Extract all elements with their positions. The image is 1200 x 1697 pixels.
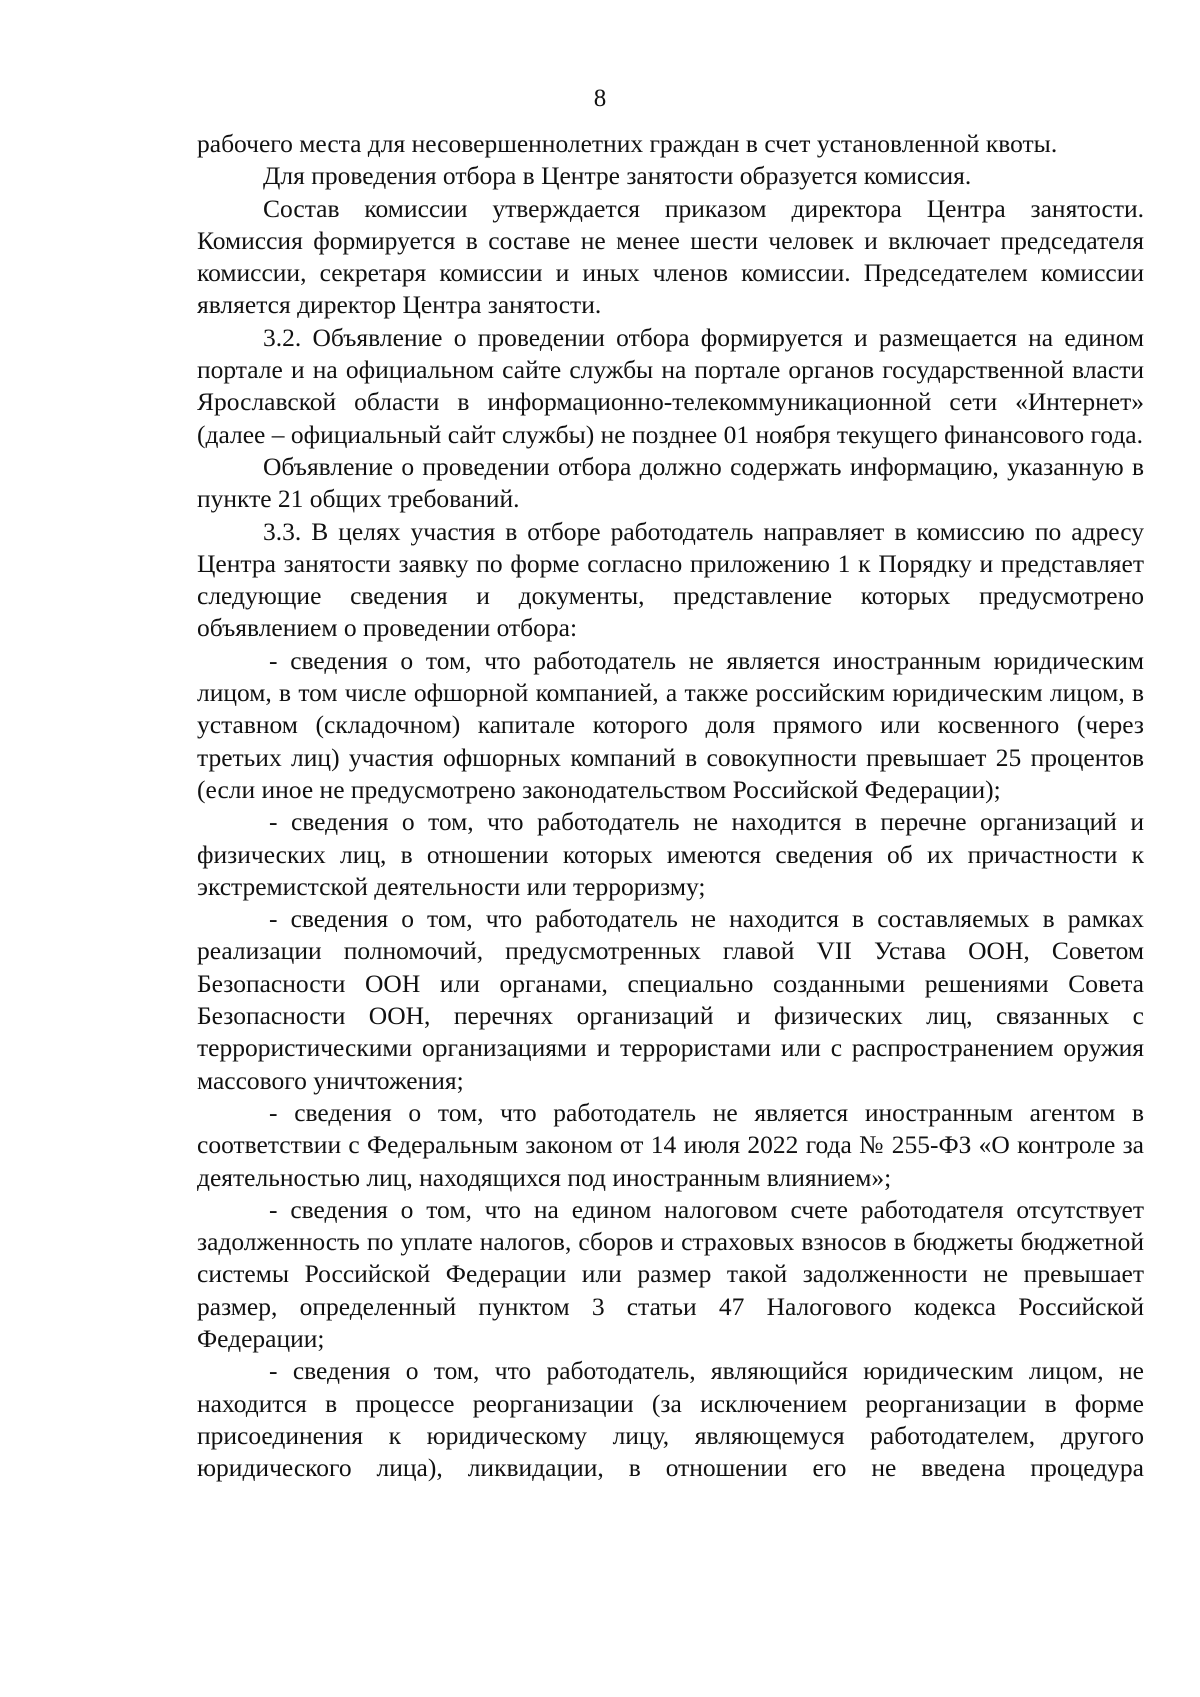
paragraph-commission-formed: Для проведения отбора в Центре занятости образуется комиссия.	[263, 161, 972, 191]
paragraph-quota-continuation: рабочего места для несовершеннолетних граждан в счет установленной квоты.	[197, 129, 1058, 158]
list-item-not-extremist-list: - сведения о том, что работодатель не находится в перечне организаций и физических лиц, в отношении которых имеются сведения об их причастности к экстремистской деятельности или терроризму;	[197, 807, 1144, 901]
paragraph-3-2-announcement: 3.2. Объявление о проведении отбора формируется и размещается на едином портале и на официальном сайте службы на портале органов государственной власти Ярославской области в информационно-телекоммуникационной сети «Интернет» (далее – официальный сайт службы) не позднее 01 ноября текущего финансового года.	[197, 322, 1144, 449]
paragraph-commission-composition: Состав комиссии утверждается приказом директора Центра занятости. Комиссия формируется в составе не менее шести человек и включает председателя комиссии, секретаря комиссии и иных членов комиссии. Председателем комиссии является директор Центра занятости.	[197, 193, 1144, 320]
list-item-not-foreign-entity: - сведения о том, что работодатель не является иностранным юридическим лицом, в том числе офшорной компанией, а также российским юридическим лицом, в уставном (складочном) капитале которого доля прямого или косвенного (через третьих лиц) участия офшорных компаний в совокупности превышает 25 процентов (если иное не предусмотрено законодательством Российской Федерации);	[197, 645, 1144, 804]
list-item-not-un-list: - сведения о том, что работодатель не находится в составляемых в рамках реализации полномочий, предусмотренных главой VII Устава ООН, Советом Безопасности ООН или органами, специально созданными решениями Совета Безопасности ООН, перечнях организаций и физических лиц, связанных с террористическими организациями и террористами или с распространением оружия массового уничтожения;	[197, 904, 1144, 1095]
paragraph-3-3-application: 3.3. В целях участия в отборе работодатель направляет в комиссию по адресу Центра занятости заявку по форме согласно приложению 1 к Порядку и представляет следующие сведения и документы, представление которых предусмотрено объявлением о проведении отбора:	[197, 516, 1144, 643]
paragraph-announcement-content: Объявление о проведении отбора должно содержать информацию, указанную в пункте 21 общих требований.	[197, 451, 1144, 514]
document-body	[197, 128, 1144, 1484]
list-item-not-reorganization: - сведения о том, что работодатель, являющийся юридическим лицом, не находится в процессе реорганизации (за исключением реорганизации в форме присоединения к юридическому лицу, являющемуся работодателем, другого юридического лица), ликвидации, в отношении его не введена процедура	[197, 1356, 1144, 1483]
page-number: 8	[593, 85, 607, 112]
list-item-not-foreign-agent: - сведения о том, что работодатель не является иностранным агентом в соответствии с Федеральным законом от 14 июля 2022 года № 255-ФЗ «О контроле за деятельностью лиц, находящихся под иностранным влиянием»;	[197, 1097, 1144, 1192]
list-item-no-tax-debt: - сведения о том, что на едином налоговом счете работодателя отсутствует задолженность по уплате налогов, сборов и страховых взносов в бюджеты бюджетной системы Российской Федерации или размер такой задолженности не превышает размер, определенный пунктом 3 статьи 47 Налогового кодекса Российской Федерации;	[197, 1194, 1144, 1353]
